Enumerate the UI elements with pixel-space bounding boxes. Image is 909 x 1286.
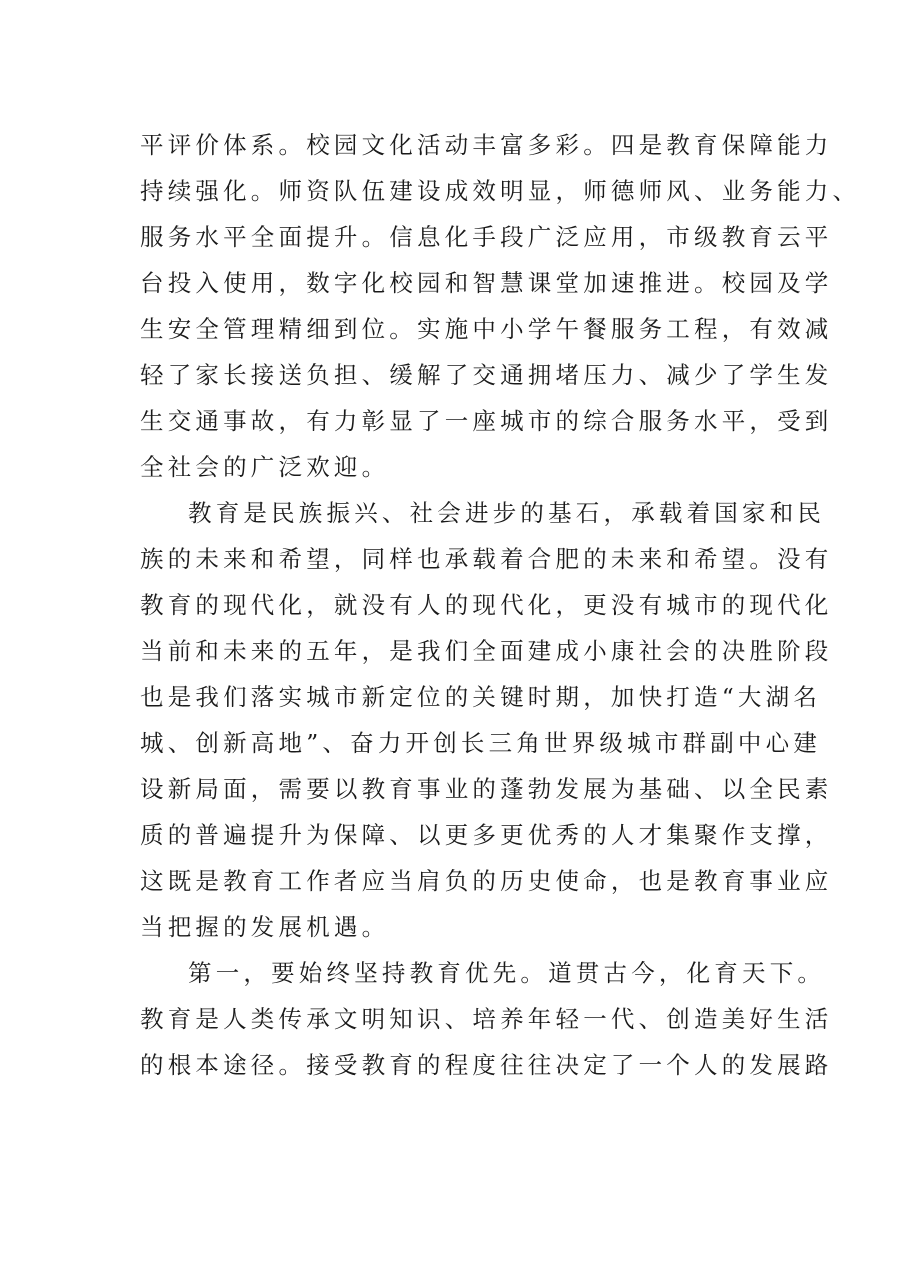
text-line: 设新局面，需要以教育事业的蓬勃发展为基础、以全民素 [140,775,833,803]
text-line: 持续强化。师资队伍建设成效明显，师德师风、业务能力、 [140,177,861,205]
paragraph-start-line: 第一，要始终坚持教育优先。道贯古今，化育天下。 [188,959,826,987]
text-line: 当把握的发展机遇。 [140,913,390,941]
text-line: 服务水平全面提升。信息化手段广泛应用，市级教育云平 [140,223,833,251]
text-line: 质的普遍提升为保障、以更多更优秀的人才集聚作支撑， [140,821,833,849]
text-line: 族的未来和希望，同样也承载着合肥的未来和希望。没有 [140,545,833,573]
text-line: 台投入使用，数字化校园和智慧课堂加速推进。校园及学 [140,269,833,297]
text-line: 轻了家长接送负担、缓解了交通拥堵压力、减少了学生发 [140,361,833,389]
text-line: 平评价体系。校园文化活动丰富多彩。四是教育保障能力 [140,131,833,159]
text-line: 城、创新高地”、奋力开创长三角世界级城市群副中心建 [140,729,822,757]
text-line: 教育的现代化，就没有人的现代化，更没有城市的现代化 [140,591,833,619]
text-line: 全社会的广泛欢迎。 [140,453,390,481]
text-line: 生交通事故，有力彰显了一座城市的综合服务水平，受到 [140,407,833,435]
paragraph-start-line: 教育是民族振兴、社会进步的基石，承载着国家和民 [188,499,826,527]
text-line: 教育是人类传承文明知识、培养年轻一代、创造美好生活 [140,1005,833,1033]
text-line: 生安全管理精细到位。实施中小学午餐服务工程，有效减 [140,315,833,343]
text-line: 这既是教育工作者应当肩负的历史使命，也是教育事业应 [140,867,833,895]
text-line: 的根本途径。接受教育的程度往往决定了一个人的发展路 [140,1051,833,1079]
text-line: 当前和未来的五年，是我们全面建成小康社会的决胜阶段 [140,637,833,665]
text-line: 也是我们落实城市新定位的关键时期，加快打造“大湖名 [140,683,822,711]
body-text [140,122,861,1088]
